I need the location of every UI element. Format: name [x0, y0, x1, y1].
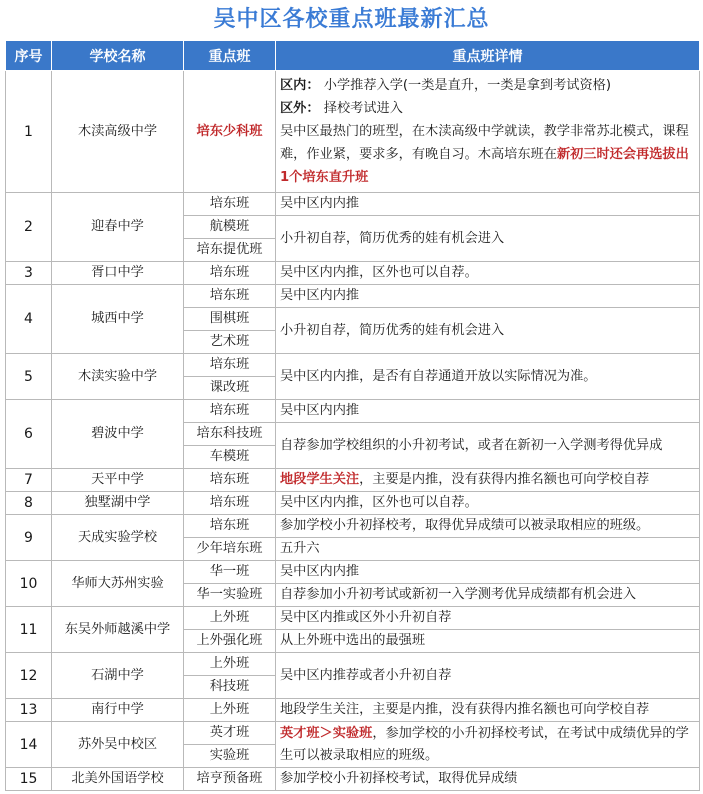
key-class: 培东科技班 — [184, 423, 276, 446]
detail-inner — [280, 74, 695, 97]
row-no: 11 — [6, 607, 52, 653]
row-no: 5 — [6, 354, 52, 400]
key-class: 上外班 — [184, 607, 276, 630]
class-detail: 小升初自荐，简历优秀的娃有机会进入 — [276, 216, 700, 262]
school-name: 天平中学 — [52, 469, 184, 492]
table-row — [6, 515, 700, 538]
row-no: 10 — [6, 561, 52, 607]
row-no: 15 — [6, 768, 52, 791]
key-class: 艺术班 — [184, 331, 276, 354]
table-row — [6, 768, 700, 791]
summary-table — [5, 40, 700, 791]
school-name: 胥口中学 — [52, 262, 184, 285]
school-name: 迎春中学 — [52, 193, 184, 262]
school-name: 独墅湖中学 — [52, 492, 184, 515]
school-name: 南行中学 — [52, 699, 184, 722]
detail-highlight: 地段学生关注 — [280, 472, 360, 487]
school-name: 木渎实验中学 — [52, 354, 184, 400]
row-no: 13 — [6, 699, 52, 722]
header-detail: 重点班详情 — [276, 41, 700, 71]
key-class: 上外班 — [184, 653, 276, 676]
class-detail — [276, 469, 700, 492]
school-name: 天成实验学校 — [52, 515, 184, 561]
detail-outer — [280, 97, 695, 120]
key-class: 上外强化班 — [184, 630, 276, 653]
class-detail: 五升六 — [276, 538, 700, 561]
key-class: 上外班 — [184, 699, 276, 722]
school-name: 北美外国语学校 — [52, 768, 184, 791]
key-class: 培东提优班 — [184, 239, 276, 262]
class-detail — [276, 71, 700, 193]
table-row — [6, 400, 700, 423]
class-detail: 吴中区内推或区外小升初自荐 — [276, 607, 700, 630]
detail-text: ，参加学校的小升初择校考试，在考试中成绩优异的学生可以被录取相应的班级。 — [280, 725, 689, 763]
key-class: 车模班 — [184, 446, 276, 469]
class-detail: 吴中区内内推，是否有自荐通道开放以实际情况为准。 — [276, 354, 700, 400]
table-row — [6, 71, 700, 193]
key-class: 培亨预备班 — [184, 768, 276, 791]
school-name: 石湖中学 — [52, 653, 184, 699]
table-row — [6, 492, 700, 515]
key-class: 围棋班 — [184, 308, 276, 331]
class-detail: 自荐参加小升初考试或新初一入学测考优异成绩都有机会进入 — [276, 584, 700, 607]
table-row — [6, 607, 700, 630]
table-row — [6, 722, 700, 745]
row-no: 3 — [6, 262, 52, 285]
class-detail: 参加学校小升初择校考试，取得优异成绩 — [276, 768, 700, 791]
class-detail: 吴中区内内推，区外也可以自荐。 — [276, 492, 700, 515]
detail-desc — [280, 120, 695, 189]
class-detail: 吴中区内内推 — [276, 561, 700, 584]
header-no: 序号 — [6, 41, 52, 71]
header-school: 学校名称 — [52, 41, 184, 71]
school-name: 木渎高级中学 — [52, 71, 184, 193]
inner-label: 区内： — [280, 78, 320, 93]
outer-label: 区外： — [280, 101, 320, 116]
key-class: 实验班 — [184, 745, 276, 768]
page-title: 吴中区各校重点班最新汇总 — [213, 7, 490, 32]
row-no: 14 — [6, 722, 52, 768]
outer-text: 择校考试进入 — [323, 101, 403, 116]
table-row — [6, 653, 700, 676]
class-detail — [276, 722, 700, 768]
table-row — [6, 193, 700, 216]
table-row — [6, 354, 700, 377]
row-no: 2 — [6, 193, 52, 262]
key-class: 华一班 — [184, 561, 276, 584]
detail-highlight: 英才班＞实验班 — [280, 725, 373, 741]
row-no: 6 — [6, 400, 52, 469]
inner-text: 小学推荐入学(一类是直升，一类是拿到考试资格) — [323, 78, 611, 93]
key-class: 少年培东班 — [184, 538, 276, 561]
class-detail: 自荐参加学校组织的小升初考试，或者在新初一入学测考得优异成 — [276, 423, 700, 469]
key-class: 科技班 — [184, 676, 276, 699]
class-detail: 吴中区内内推 — [276, 400, 700, 423]
row-no: 9 — [6, 515, 52, 561]
class-detail: 地段学生关注，主要是内推，没有获得内推名额也可向学校自荐 — [276, 699, 700, 722]
class-detail: 从上外班中选出的最强班 — [276, 630, 700, 653]
class-detail: 吴中区内内推 — [276, 193, 700, 216]
desc-highlight: 新初三时还会再选拔出1个培东直升班 — [280, 147, 689, 185]
class-detail: 小升初自荐，简历优秀的娃有机会进入 — [276, 308, 700, 354]
table-row — [6, 561, 700, 584]
school-name: 东吴外师越溪中学 — [52, 607, 184, 653]
row-no: 4 — [6, 285, 52, 354]
school-name: 城西中学 — [52, 285, 184, 354]
table-row — [6, 285, 700, 308]
school-name: 苏外吴中校区 — [52, 722, 184, 768]
key-class: 培东班 — [184, 354, 276, 377]
table-row — [6, 469, 700, 492]
table-row — [6, 699, 700, 722]
key-class: 培东班 — [184, 262, 276, 285]
table-row — [6, 262, 700, 285]
key-class: 航模班 — [184, 216, 276, 239]
row-no: 8 — [6, 492, 52, 515]
class-detail: 参加学校小升初择校考，取得优异成绩可以被录取相应的班级。 — [276, 515, 700, 538]
header-class: 重点班 — [184, 41, 276, 71]
school-name: 碧波中学 — [52, 400, 184, 469]
class-detail: 吴中区内推荐或者小升初自荐 — [276, 653, 700, 699]
key-class: 英才班 — [184, 722, 276, 745]
key-class: 培东少科班 — [184, 71, 276, 193]
key-class: 培东班 — [184, 193, 276, 216]
row-no: 7 — [6, 469, 52, 492]
key-class: 华一实验班 — [184, 584, 276, 607]
key-class: 培东班 — [184, 400, 276, 423]
detail-text: ，主要是内推，没有获得内推名额也可向学校自荐 — [359, 472, 650, 487]
key-class: 课改班 — [184, 377, 276, 400]
row-no: 12 — [6, 653, 52, 699]
key-class: 培东班 — [184, 469, 276, 492]
key-class: 培东班 — [184, 285, 276, 308]
key-class: 培东班 — [184, 515, 276, 538]
row-no: 1 — [6, 71, 52, 193]
desc-text: 吴中区最热门的班型，在木渎高级中学就读，教学非常苏北模式，课程难，作业紧，要求多，有晚自习。木高培东班在 — [280, 124, 689, 162]
class-detail: 吴中区内内推，区外也可以自荐。 — [276, 262, 700, 285]
class-detail: 吴中区内内推 — [276, 285, 700, 308]
school-name: 华师大苏州实验 — [52, 561, 184, 607]
key-class: 培东班 — [184, 492, 276, 515]
table-header-row — [6, 41, 700, 71]
